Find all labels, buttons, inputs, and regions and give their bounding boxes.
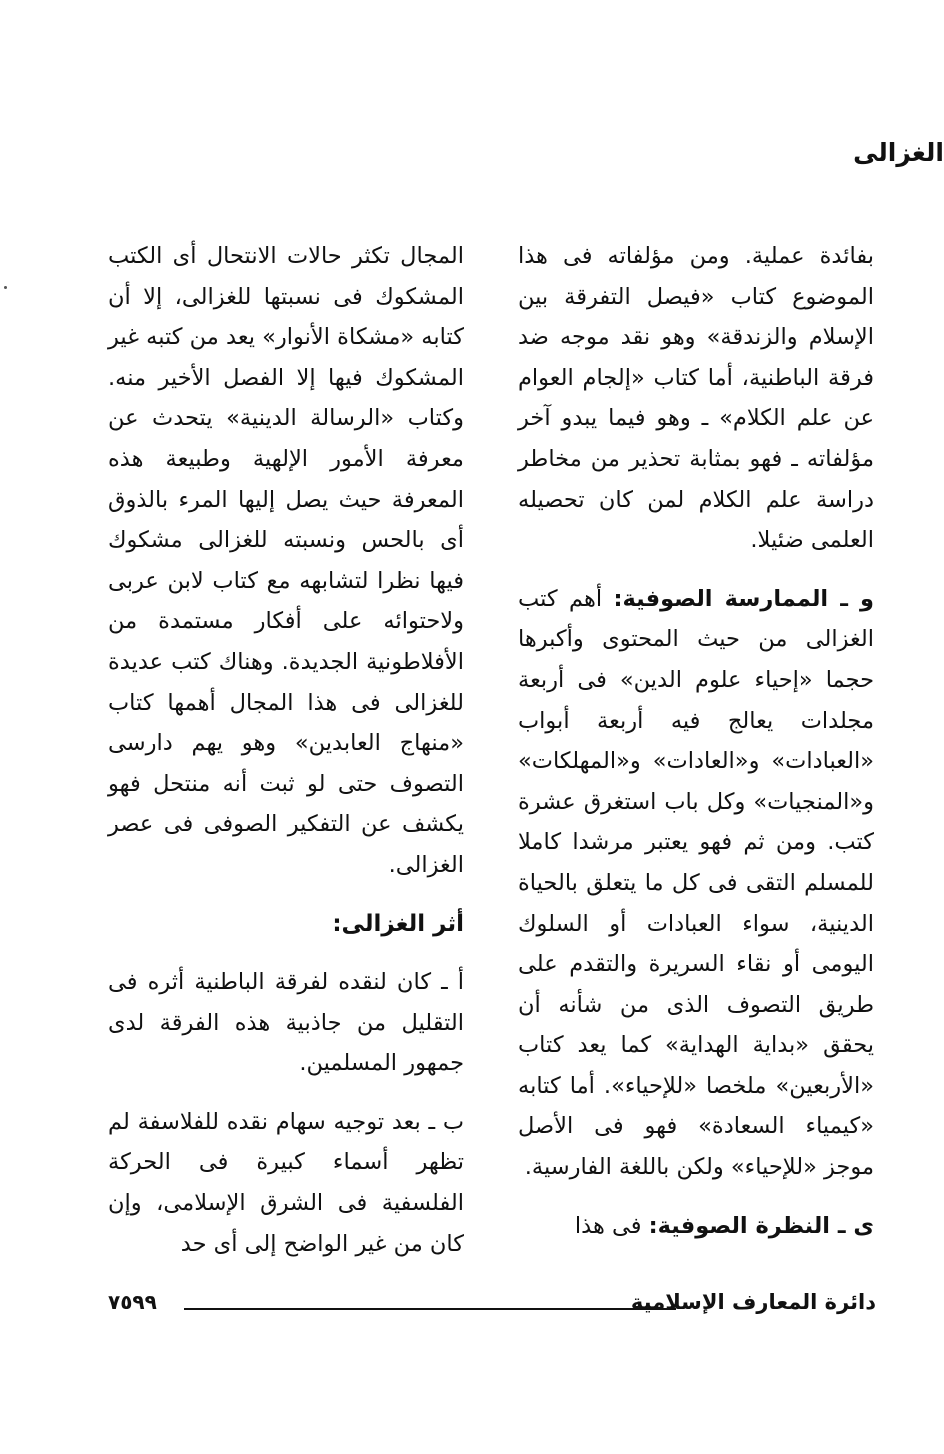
paragraph <box>518 1206 874 1247</box>
footer-rule <box>184 1308 676 1310</box>
paragraph: المجال تكثر حالات الانتحال أى الكتب المشكوك فى نسبتها للغزالى، إلا أن كتابه «مشكاة الأنوار» يعد من كتبه غير المشكوك فيها إلا الفصل الأخير منه. وكتاب «الرسالة الدينية» يتحدث عن معرفة الأمور الإلهية وطبيعة هذه المعرفة حيث يصل إليها المرء بالذوق أى بالحس ونسبته للغزالى مشكوك فيها نظرا لتشابهه مع كتاب لابن عربى ولاحتوائه على أفكار مستمدة من الأفلاطونية الجديدة. وهناك كتب عديدة للغزالى فى هذا المجال أهمها كتاب «منهاج العابدين» وهو يهم دارسى التصوف حتى لو ثبت أنه منتحل فهو يكشف عن التفكير الصوفى فى عصر الغزالى. <box>108 243 464 878</box>
left-column <box>108 236 464 1264</box>
paragraph: ب ـ بعد توجيه سهام نقده للفلاسفة لم تظهر أسماء كبيرة فى الحركة الفلسفية فى الشرق الإسلامى، وإن كان من غير الواضح إلى أى حد <box>108 1108 464 1257</box>
page-footer <box>108 1290 876 1330</box>
paragraph-text: أهم كتب الغزالى من حيث المحتوى وأكبرها حجما «إحياء علوم الدين» فى أربعة مجلدات يعالج فيه أربعة أبواب «العبادات» و«العادات» و«المهلكات» و«المنجيات» وكل باب استغرق عشرة كتب. ومن ثم فهو يعتبر مرشدا كاملا للمسلم التقى فى كل ما يتعلق بالحياة الدينية، سواء العبادات أو السلوك اليومى أو نقاء السريرة والتقدم على طريق التصوف الذى من شأنه أن يحقق «بداية الهداية» كما يعد كتاب «الأربعين» ملخصا «للإحياء». أما كتابه «كيمياء السعادة» فهو فى الأصل موجز «للإحياء» ولكن باللغة الفارسية. <box>518 585 874 1181</box>
paragraph: بفائدة عملية. ومن مؤلفاته فى هذا الموضوع كتاب «فيصل التفرقة بين الإسلام والزندقة» وهو نقد موجه ضد فرقة الباطنية، أما كتاب «إلجام العوام عن علم الكلام» ـ وهو فيما يبدو آخر مؤلفاته ـ فهو بمثابة تحذير من مخاطر دراسة علم الكلام لمن كان تحصيله العلمى ضئيلا. <box>518 243 874 554</box>
page-number: ٧٥٩٩ <box>108 1290 157 1314</box>
right-column <box>518 236 874 1246</box>
section-label: ى ـ النظرة الصوفية: <box>648 1212 874 1239</box>
running-head: الغزالى <box>853 138 944 167</box>
section-heading: أثر الغزالى: <box>332 910 464 937</box>
scan-speck <box>4 286 7 289</box>
paragraph <box>518 579 874 1188</box>
section-label: و ـ الممارسة الصوفية: <box>613 585 874 612</box>
footer-title: دائرة المعارف الإسلامية <box>630 1290 876 1314</box>
paragraph-text: فى هذا <box>574 1212 649 1239</box>
paragraph: أ ـ كان لنقده لفرقة الباطنية أثره فى التقليل من جاذبية هذه الفرقة لدى جمهور المسلمين. <box>108 969 464 1077</box>
